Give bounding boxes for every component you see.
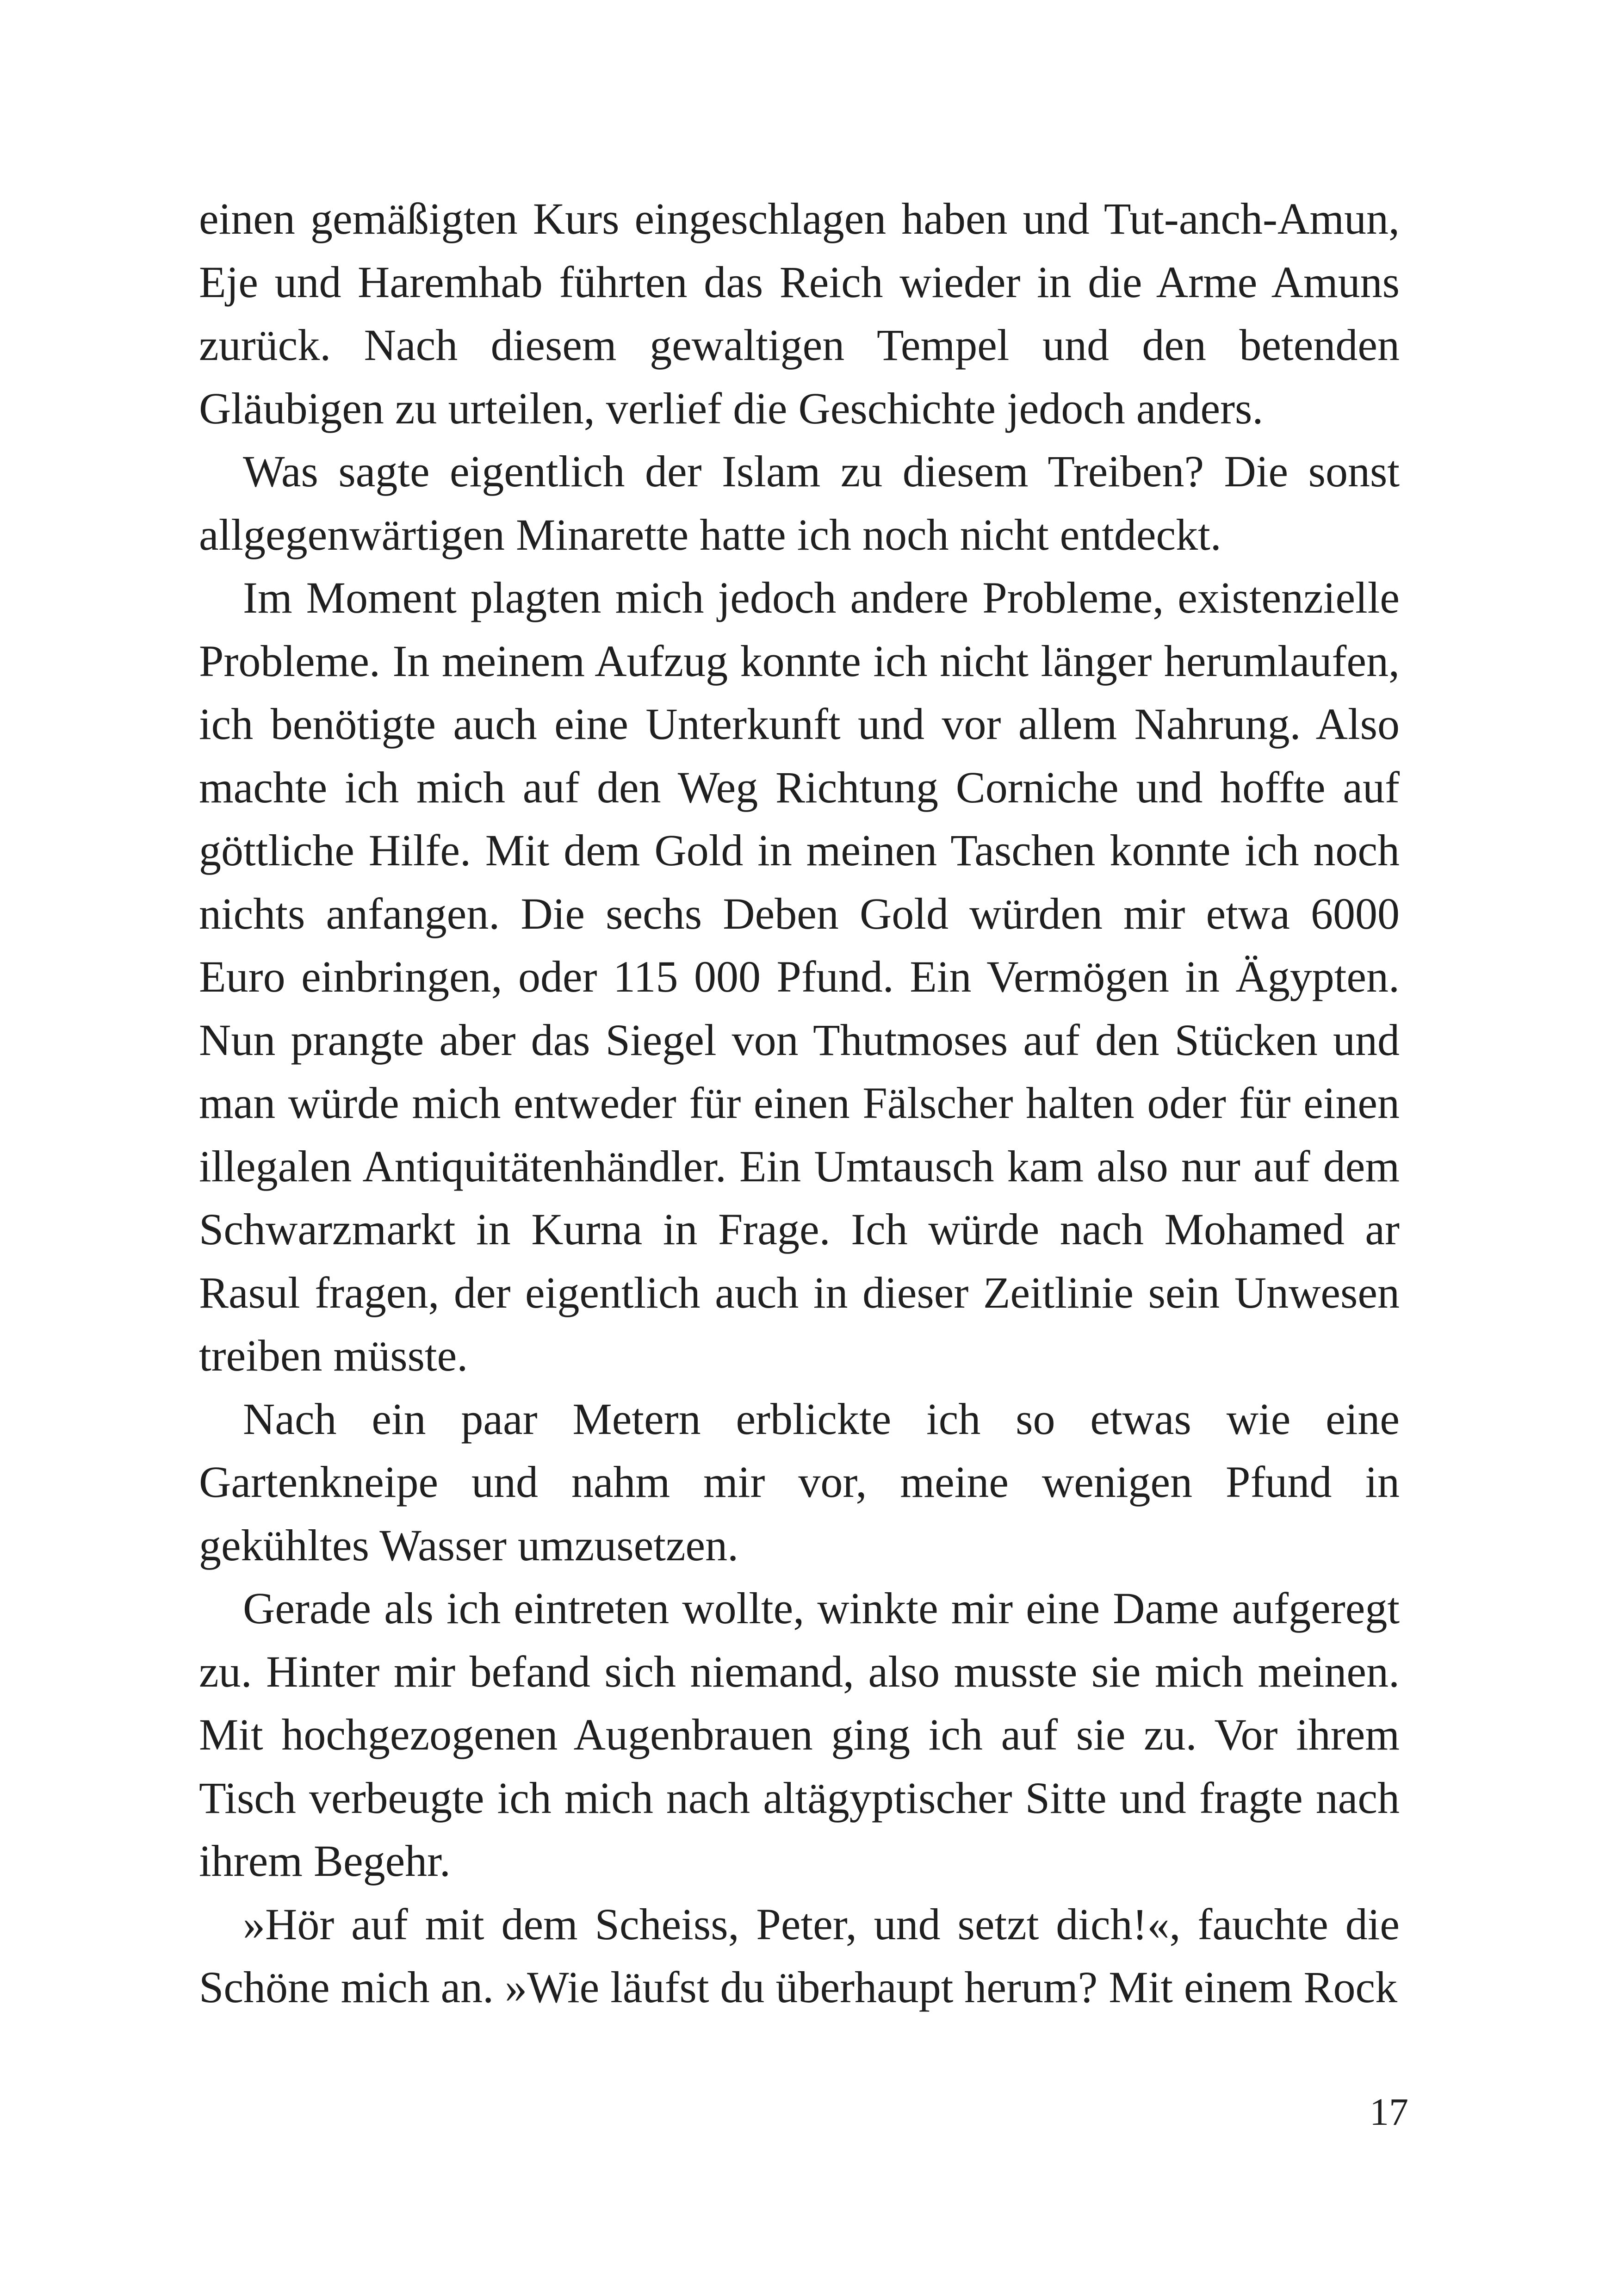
page-number: 17 bbox=[1370, 2091, 1408, 2134]
paragraph-4: Nach ein paar Metern erblickte ich so etwas wie eine Gartenkneipe und nahm mir vor, meine wenigen Pfund in gekühltes Wasser umzusetzen. bbox=[199, 1394, 1400, 1570]
paragraph-2: Was sagte eigentlich der Islam zu diesem Treiben? Die sonst allgegenwärtigen Minarette hatte ich noch nicht entdeckt. bbox=[199, 447, 1400, 559]
paragraph-3: Im Moment plagten mich jedoch andere Probleme, existenzielle Probleme. In meinem Aufzug konnte ich nicht länger herumlaufen, ich benötigte auch eine Unterkunft und vor allem Nahrung. Also machte ich mich auf den Weg Richtung Corniche und hoffte auf göttliche Hilfe. Mit dem Gold in meinen Taschen konnte ich noch nichts anfangen. Die sechs Deben Gold würden mir etwa 6000 Euro einbringen, oder 115 000 Pfund. Ein Vermögen in Ägypten. Nun prangte aber das Siegel von Thutmoses auf den Stücken und man würde mich entweder für einen Fälscher halten oder für einen illegalen Antiquitätenhändler. Ein Umtausch kam also nur auf dem Schwarzmarkt in Kurna in Frage. Ich würde nach Mohamed ar Rasul fragen, der eigentlich auch in dieser Zeitlinie sein Unwesen treiben müsste. bbox=[199, 573, 1400, 1380]
paragraph-5: Gerade als ich eintreten wollte, winkte mir eine Dame aufgeregt zu. Hinter mir befand sich niemand, also musste sie mich meinen. Mit hochgezogenen Augenbrauen ging ich auf sie zu. Vor ihrem Tisch verbeugte ich mich nach altägyptischer Sitte und fragte nach ihrem Begehr. bbox=[199, 1583, 1400, 1886]
body-text bbox=[199, 187, 1400, 2019]
paragraph-6: »Hör auf mit dem Scheiss, Peter, und setzt dich!«, fauchte die Schöne mich an. »Wie läufst du überhaupt herum? Mit einem Rock bbox=[199, 1899, 1400, 2012]
paragraph-1: einen gemäßigten Kurs eingeschlagen haben und Tut-anch-Amun, Eje und Haremhab führten das Reich wieder in die Arme Amuns zurück. Nach diesem gewaltigen Tempel und den betenden Gläubigen zu urteilen, verlief die Geschichte jedoch anders. bbox=[199, 194, 1400, 433]
